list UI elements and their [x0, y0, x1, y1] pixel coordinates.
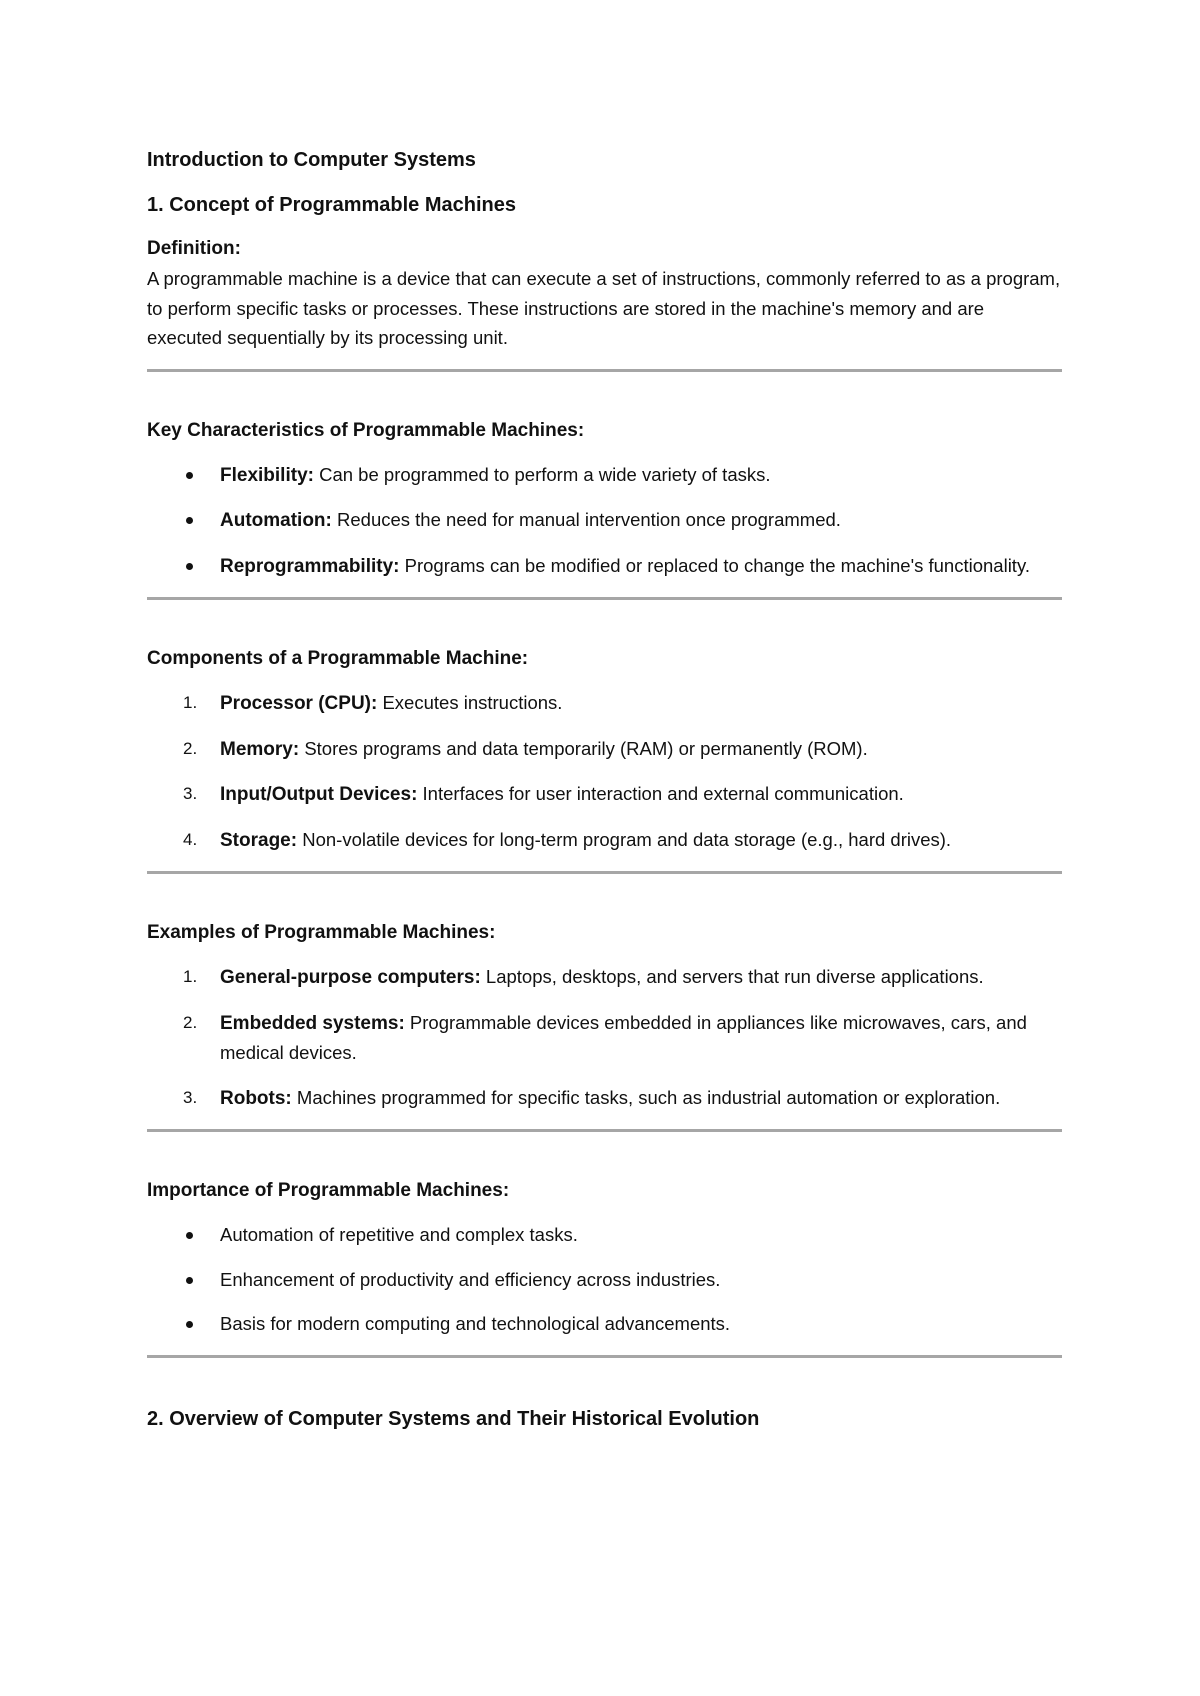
list-item [147, 551, 1062, 582]
item-text: Programs can be modified or replaced to change the machine's functionality. [399, 554, 1030, 576]
list-item [147, 688, 1062, 719]
bullet-icon [186, 472, 193, 479]
document-page [147, 145, 1062, 1434]
item-text: Automation of repetitive and complex tasks. [220, 1224, 578, 1245]
bullet-icon [186, 1277, 193, 1284]
section-1-title: 1. Concept of Programmable Machines [147, 194, 516, 216]
list-item [147, 825, 1062, 856]
definition-label: Definition: [147, 238, 241, 259]
bullet-icon [186, 563, 193, 570]
list-item [147, 1309, 1062, 1339]
characteristics-list [147, 460, 1062, 582]
list-item [147, 1083, 1062, 1114]
bullet-icon [186, 1232, 193, 1239]
item-text: Can be programmed to perform a wide variety of tasks. [313, 463, 771, 485]
item-term: Robots: [220, 1087, 292, 1109]
section-2-title: 2. Overview of Computer Systems and Their Historical Evolution [147, 1407, 760, 1430]
item-text: Executes instructions. [377, 692, 563, 713]
definition-text: A programmable machine is a device that can execute a set of instructions, commonly referred to as a program, to perform specific tasks or processes. These instructions are stored in the machine's memory and are executed sequentially by its processing unit. [147, 268, 1061, 348]
item-term: General-purpose computers: [220, 967, 481, 988]
components-heading: Components of a Programmable Machine: [147, 648, 529, 669]
list-item [147, 460, 1062, 491]
bullet-icon [186, 517, 193, 524]
section-divider [147, 369, 1062, 372]
bullet-icon [186, 1321, 193, 1328]
item-number: 1. [183, 693, 198, 712]
item-number: 4. [183, 829, 198, 849]
item-term: Memory: [220, 738, 300, 760]
section-divider [147, 1355, 1062, 1358]
list-item [147, 1220, 1062, 1250]
document-title: Introduction to Computer Systems [147, 149, 476, 171]
importance-heading: Importance of Programmable Machines: [147, 1180, 510, 1201]
list-item [147, 734, 1062, 765]
item-number: 3. [183, 1087, 198, 1107]
list-item [147, 962, 1062, 993]
list-item [147, 1265, 1062, 1295]
item-term: Processor (CPU): [220, 693, 378, 714]
item-number: 1. [183, 967, 198, 986]
list-item [147, 505, 1062, 536]
importance-list [147, 1220, 1062, 1339]
section-divider [147, 597, 1062, 600]
item-term: Input/Output Devices: [220, 784, 418, 805]
list-item [147, 1008, 1062, 1068]
item-text: Enhancement of productivity and efficiency across industries. [220, 1268, 721, 1290]
item-text: Reduces the need for manual intervention once programmed. [331, 509, 841, 530]
list-item [147, 779, 1062, 810]
item-number: 2. [183, 738, 198, 758]
item-term: Storage: [220, 829, 298, 851]
item-term: Flexibility: [220, 464, 314, 486]
item-term: Embedded systems: [220, 1012, 405, 1034]
section-divider [147, 871, 1062, 874]
item-text: Non-volatile devices for long-term program and data storage (e.g., hard drives). [297, 828, 952, 850]
item-number: 3. [183, 784, 198, 803]
item-text: Machines programmed for specific tasks, such as industrial automation or exploration. [291, 1086, 1001, 1108]
section-divider [147, 1129, 1062, 1132]
item-text: Laptops, desktops, and servers that run diverse applications. [480, 966, 984, 987]
characteristics-heading: Key Characteristics of Programmable Machines: [147, 419, 585, 441]
item-number: 2. [183, 1012, 198, 1032]
item-term: Reprogrammability: [220, 555, 400, 577]
item-text: Basis for modern computing and technological advancements. [220, 1313, 731, 1334]
examples-heading: Examples of Programmable Machines: [147, 922, 496, 943]
item-term: Automation: [220, 510, 332, 531]
item-text: Programmable devices embedded in appliances like microwaves, cars, and medical devices. [220, 1011, 1027, 1063]
examples-list [147, 962, 1062, 1113]
components-list [147, 688, 1062, 855]
item-text: Interfaces for user interaction and external communication. [417, 783, 904, 804]
item-text: Stores programs and data temporarily (RAM) or permanently (ROM). [299, 737, 868, 759]
